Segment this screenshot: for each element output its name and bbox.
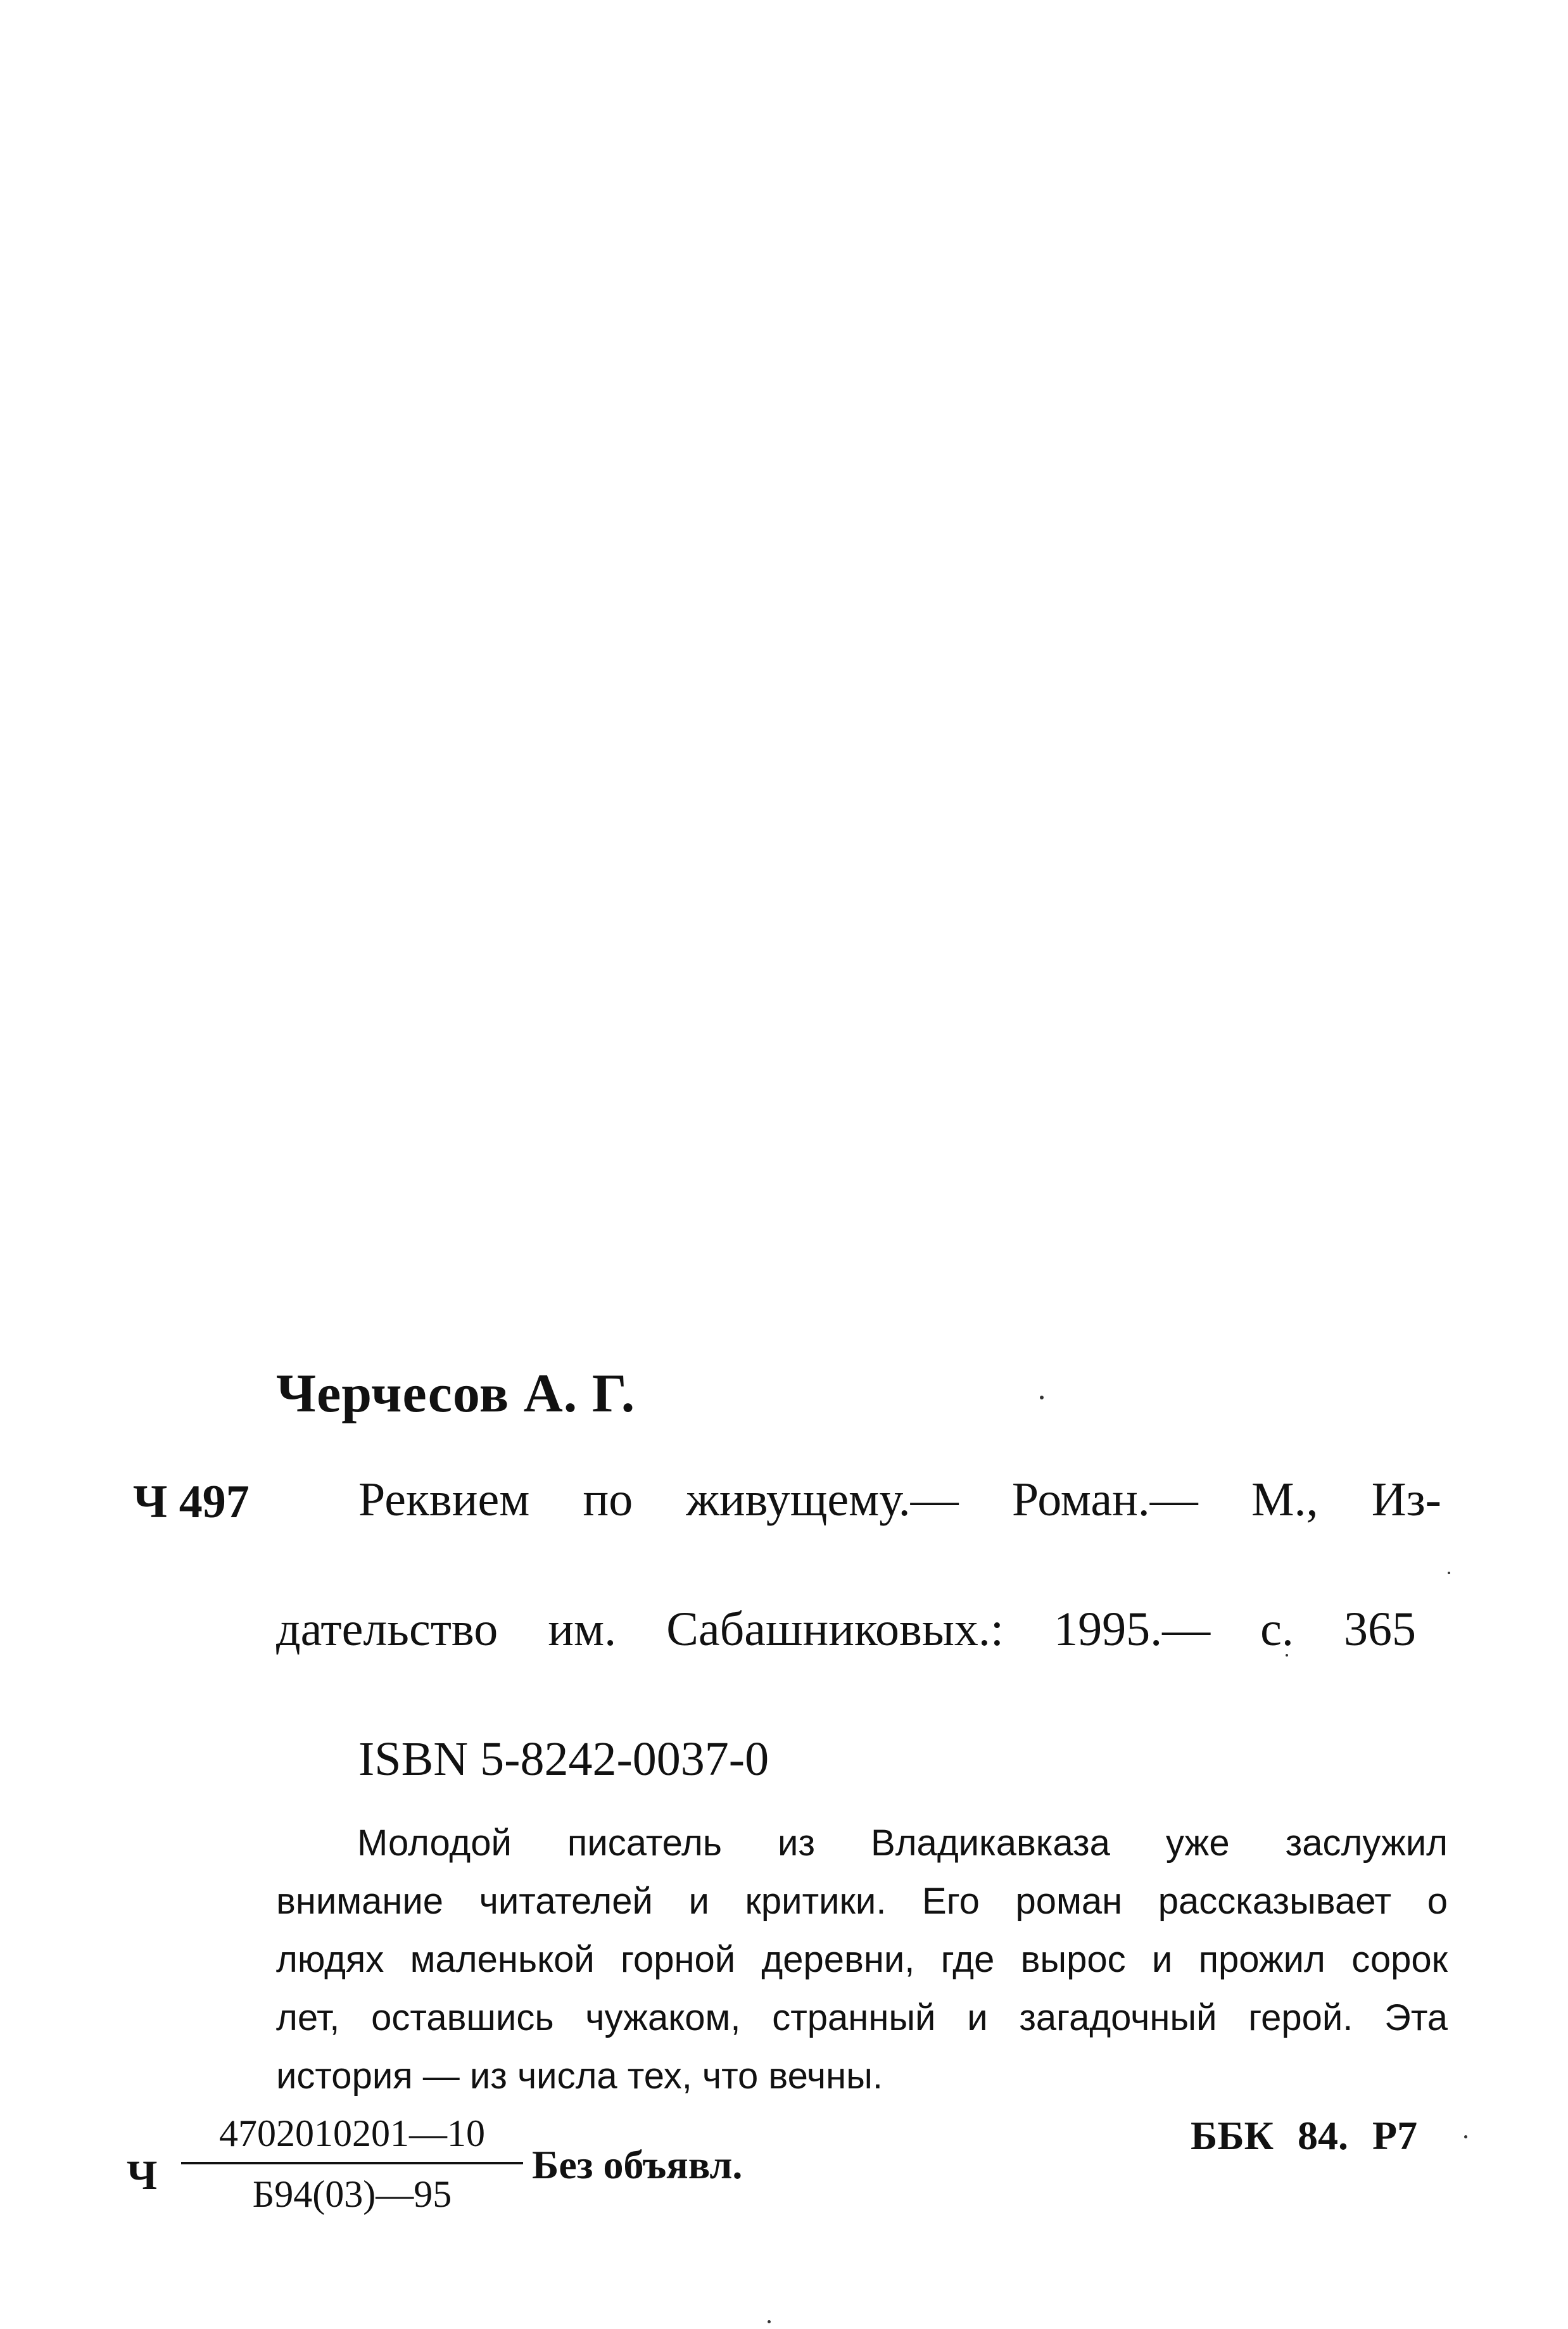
scan-speck <box>1464 2135 1467 2138</box>
bbk-code: ББК 84. Р7 <box>1191 2113 1418 2158</box>
scan-speck <box>768 2320 771 2323</box>
annotation-line: лет, оставшись чужаком, странный и загадочный герой. Эта <box>276 1997 1448 2038</box>
scan-speck <box>1448 1572 1450 1574</box>
imprint-denominator: Б94(03)—95 <box>252 2173 452 2215</box>
imprint-note: Без объявл. <box>532 2142 743 2187</box>
annotation-line: людях маленькой горной деревни, где вырос и прожил сорок <box>276 1939 1448 1980</box>
annotation <box>276 1814 1448 2105</box>
scan-speck <box>1040 1396 1044 1399</box>
author-name: Черчесов А. Г. <box>276 1363 636 1423</box>
annotation-line: история — из числа тех, что вечны. <box>276 2055 883 2097</box>
imprint-letter: Ч <box>127 2152 158 2199</box>
bibliographic-line-1: Реквием по живущему.— Роман.— М., Из- <box>358 1473 1441 1526</box>
call-number: Ч 497 <box>133 1476 250 1528</box>
imprint-numerator: 4702010201—10 <box>219 2112 485 2154</box>
annotation-line: Молодой писатель из Владикавказа уже заслужил <box>357 1822 1448 1864</box>
fraction-divider <box>181 2162 523 2164</box>
isbn: ISBN 5-8242-0037-0 <box>358 1733 769 1786</box>
imprint-code <box>127 2109 823 2235</box>
bibliographic-line-2: дательство им. Сабашниковых.: 1995.— с. 365 <box>276 1603 1416 1656</box>
annotation-line: внимание читателей и критики. Его роман рассказывает о <box>276 1881 1448 1922</box>
imprint-fraction <box>181 2109 523 2219</box>
